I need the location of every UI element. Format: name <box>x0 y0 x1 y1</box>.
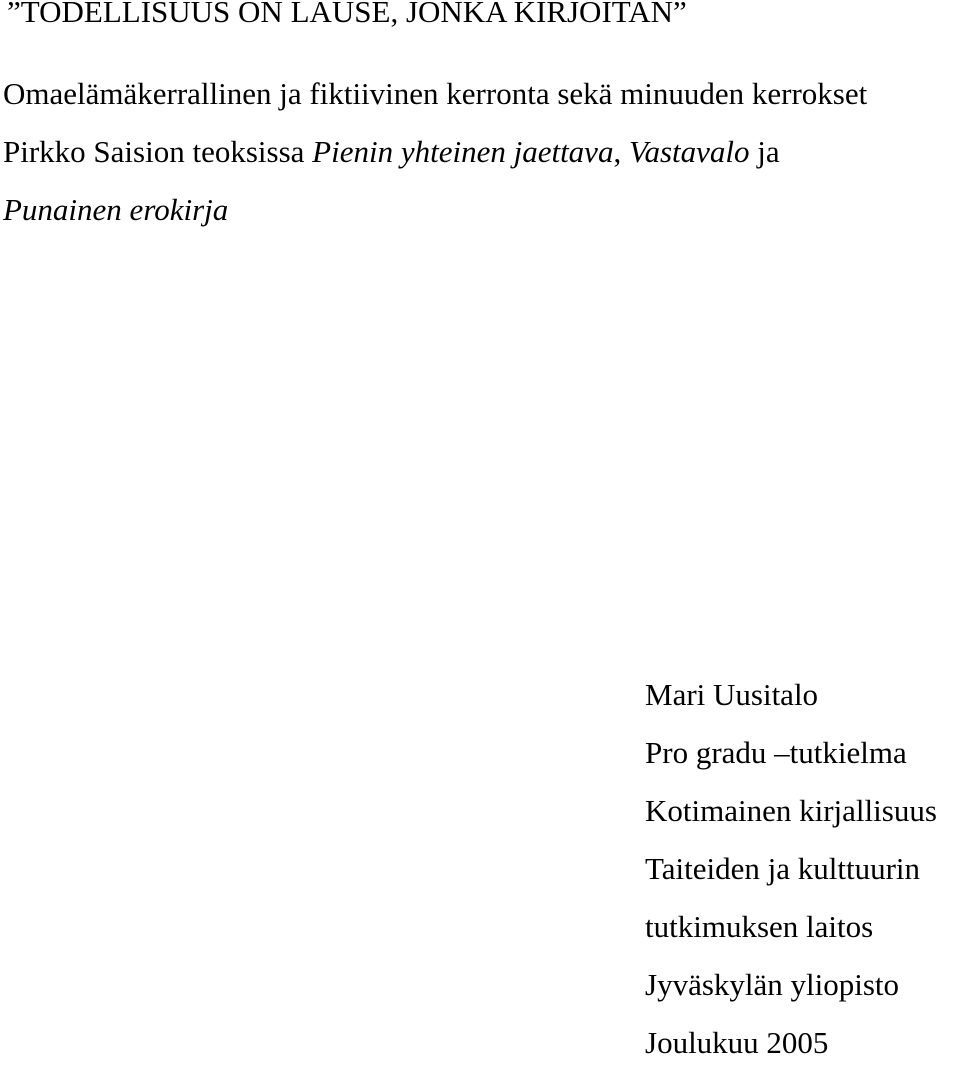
subject: Kotimainen kirjallisuus <box>645 793 937 828</box>
subtitle-separator: , <box>613 134 629 169</box>
subtitle-prefix: Pirkko Saision teoksissa <box>3 134 313 169</box>
work-title-pienin-yhteinen-jaettava: Pienin yhteinen jaettava <box>312 134 614 169</box>
department-line-2: tutkimuksen laitos <box>645 909 874 944</box>
work-title-punainen-erokirja: Punainen erokirja <box>3 192 229 227</box>
work-title-vastavalo: Vastavalo <box>628 134 750 169</box>
thesis-type: Pro gradu –tutkielma <box>645 735 907 770</box>
author-info-block <box>645 666 937 1072</box>
subtitle-line-2 <box>3 123 867 181</box>
department-line-1: Taiteiden ja kulttuurin <box>645 851 921 886</box>
author-name: Mari Uusitalo <box>645 677 819 712</box>
thesis-title: ”TODELLISUUS ON LAUSE, JONKA KIRJOITAN” <box>7 0 687 29</box>
date: Joulukuu 2005 <box>645 1025 829 1060</box>
subtitle-conjunction: ja <box>749 134 780 169</box>
subtitle-line-1: Omaelämäkerrallinen ja fiktiivinen kerronta sekä minuuden kerrokset <box>3 76 868 111</box>
university: Jyväskylän yliopisto <box>645 967 900 1002</box>
thesis-subtitle <box>3 65 867 239</box>
subtitle-line-3 <box>3 181 867 239</box>
